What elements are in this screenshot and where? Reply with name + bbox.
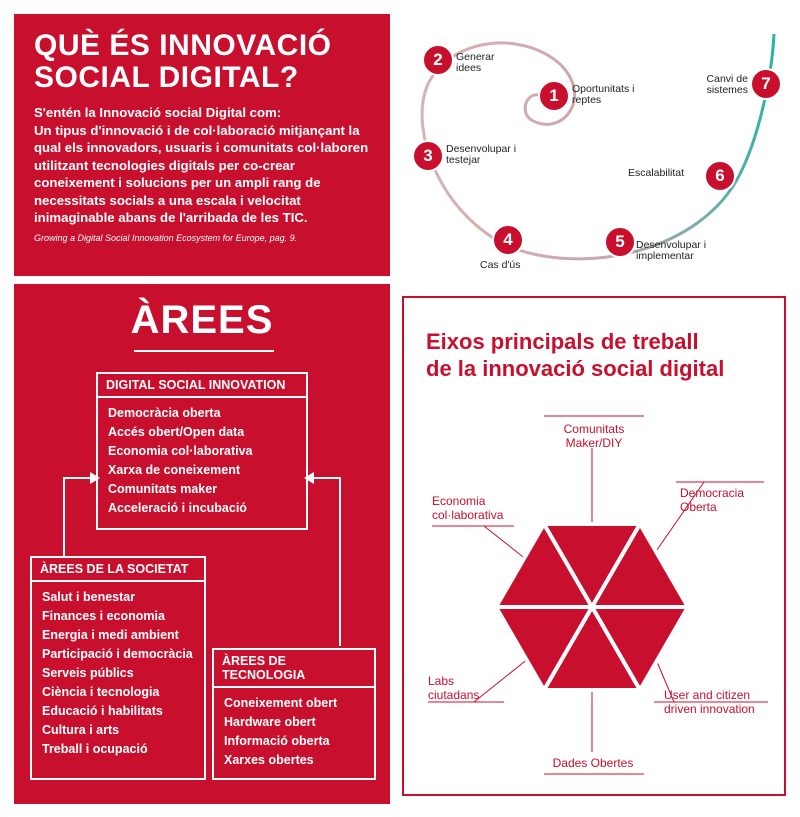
list-item: Xarxa de coneixement (108, 463, 241, 477)
society-box-heading: ÀREES DE LA SOCIETAT (32, 558, 204, 582)
step-label-2: Generar idees (456, 51, 495, 74)
society-box-list (32, 582, 204, 765)
list-item: Economia col·laborativa (108, 444, 253, 458)
step-label-7: Canvi de sistemes (706, 73, 748, 96)
step-number-4: 4 (492, 224, 524, 256)
list-item: Comunitats maker (108, 482, 218, 496)
definition-panel (14, 14, 390, 276)
technology-areas-box (212, 648, 376, 780)
list-item: Accés obert/Open data (108, 425, 245, 439)
list-item: Educació i habilitats (42, 704, 163, 718)
hexagon-icon (496, 524, 688, 690)
spiral-step-5 (604, 226, 636, 258)
step-number-7: 7 (750, 68, 782, 100)
arrow-technology-to-digital (312, 478, 340, 646)
definition-source: Growing a Digital Social Innovation Ecosystem for Europe, pag. 9. (34, 232, 298, 243)
spiral-step-1 (538, 80, 570, 112)
step-number-2: 2 (422, 44, 454, 76)
axes-title-line2: de la innovació social digital (426, 356, 725, 381)
axis-label-upper-left: Economia col·laborativa (432, 494, 504, 522)
list-item: Informació oberta (224, 734, 330, 748)
list-item: Serveis públics (42, 666, 134, 680)
list-item: Cultura i arts (42, 723, 120, 737)
arrow-society-to-digital (64, 478, 92, 556)
axes-title-line1: Eixos principals de treball (426, 329, 699, 354)
axis-label-top: Comunitats Maker/DIY (563, 422, 625, 450)
axis-label-lower-left: Labs ciutadans (428, 674, 480, 702)
list-item: Salut i benestar (42, 590, 136, 604)
step-label-3: Desenvolupar i testejar (446, 143, 517, 166)
list-item: Democràcia oberta (108, 406, 221, 420)
axes-panel (402, 296, 786, 796)
list-item: Energia i medi ambient (42, 628, 179, 642)
axes-diagram (404, 298, 788, 798)
digital-box-list (98, 398, 306, 524)
technology-box-list (214, 688, 374, 776)
definition-intro: S'entén la Innovació social Digital com: (34, 105, 282, 120)
definition-title (34, 30, 372, 94)
spiral-step-2 (422, 44, 454, 76)
areas-panel (14, 284, 390, 804)
spiral-step-7 (750, 68, 782, 100)
axis-label-bottom: Dades Obertes (552, 756, 634, 770)
list-item: Treball i ocupació (42, 742, 148, 756)
step-label-5: Desenvolupar i implementar (636, 239, 707, 262)
axis-label-upper-right: Democracia Oberta (680, 486, 745, 514)
spiral-step-3 (412, 140, 444, 172)
step-number-5: 5 (604, 226, 636, 258)
step-number-1: 1 (538, 80, 570, 112)
step-label-6: Escalabilitat (628, 167, 685, 179)
list-item: Xarxes obertes (224, 753, 314, 767)
list-item: Ciència i tecnologia (42, 685, 160, 699)
innovation-spiral (400, 14, 792, 276)
areas-title: ÀREES (130, 298, 274, 342)
step-number-3: 3 (412, 140, 444, 172)
step-number-6: 6 (704, 160, 736, 192)
axis-label-lower-right: User and citizen driven innovation (664, 688, 755, 716)
society-areas-box (30, 556, 206, 780)
spiral-step-6 (704, 160, 736, 192)
digital-social-innovation-box (96, 372, 308, 530)
list-item: Coneixement obert (224, 696, 338, 710)
list-item: Finances i economia (42, 609, 165, 623)
list-item: Participació i democràcia (42, 647, 193, 661)
list-item: Hardware obert (224, 715, 316, 729)
definition-body: Un tipus d'innovació i de col·laboració mitjançant la qual els innovadors, usuaris i comunitats col·laboren utilitzant tecnologies digitals per co-crear coneixement i solucions per un ampli rang de necessitats socials a una escala i velocitat inimaginable abans de l'arribada de les TIC. (34, 122, 369, 225)
technology-box-heading: ÀREES DE TECNOLOGIA (214, 650, 374, 688)
definition-title-line1: QUÈ ÉS INNOVACIÓ (34, 29, 332, 62)
step-label-1: Oportunitats i reptes (572, 83, 635, 106)
definition-title-line2: SOCIAL DIGITAL? (34, 61, 299, 94)
digital-box-heading: DIGITAL SOCIAL INNOVATION (98, 374, 306, 398)
step-label-4: Cas d'ús (480, 259, 521, 271)
list-item: Acceleració i incubació (108, 501, 247, 515)
spiral-step-4 (492, 224, 524, 256)
